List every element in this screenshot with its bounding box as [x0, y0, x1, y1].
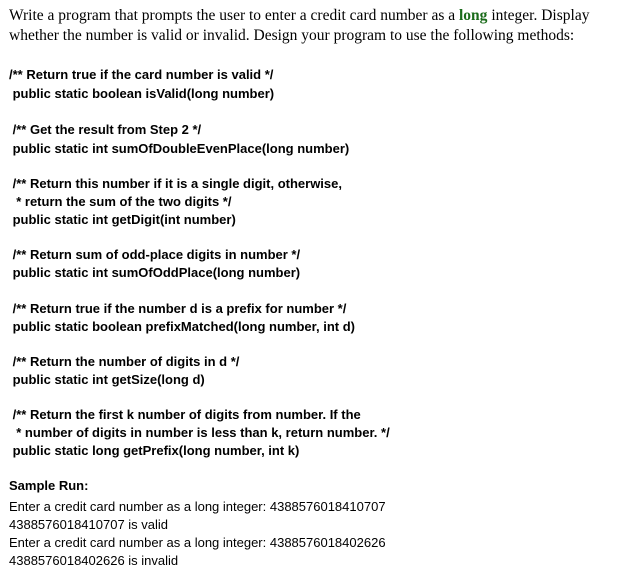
- sample-run-line: 4388576018410707 is valid: [9, 517, 169, 532]
- problem-statement: [9, 6, 615, 46]
- method-comment: /** Get the result from Step 2 */: [9, 122, 202, 137]
- method-comment-continued: * number of digits in number is less than k, return number. */: [9, 425, 390, 440]
- method-signature: public static int getDigit(int number): [9, 212, 236, 227]
- sample-run-title: Sample Run:: [9, 478, 89, 493]
- intro-keyword-long: long: [459, 7, 488, 24]
- method-signature: public static boolean isValid(long number): [9, 86, 275, 101]
- method-comment: /** Return the first k number of digits from number. If the: [9, 407, 361, 422]
- method-comment-continued: * return the sum of the two digits */: [9, 194, 232, 209]
- sample-run-line: 4388576018402626 is invalid: [9, 553, 179, 568]
- method-comment: /** Return this number if it is a single digit, otherwise,: [9, 176, 342, 191]
- method-comment: /** Return true if the number d is a prefix for number */: [9, 301, 347, 316]
- sample-run-line: Enter a credit card number as a long integer: 4388576018410707: [9, 499, 386, 514]
- method-comment: /** Return the number of digits in d */: [9, 354, 240, 369]
- intro-text-1: Write a program that prompts the user to enter a credit card number as a: [9, 7, 459, 24]
- method-comment: /** Return sum of odd-place digits in number */: [9, 247, 301, 262]
- method-signature: public static int sumOfOddPlace(long number): [9, 265, 301, 280]
- method-comment: /** Return true if the card number is valid */: [9, 67, 274, 82]
- method-signature: public static int sumOfDoubleEvenPlace(long number): [9, 141, 350, 156]
- method-signature: public static boolean prefixMatched(long number, int d): [9, 319, 355, 334]
- intro-text-2: integer. Display whether the number is valid or invalid. Design your program to use the following methods:: [9, 7, 590, 44]
- method-signature: public static long getPrefix(long number, int k): [9, 443, 300, 458]
- method-signature: public static int getSize(long d): [9, 372, 205, 387]
- sample-run-line: Enter a credit card number as a long integer: 4388576018402626: [9, 535, 386, 550]
